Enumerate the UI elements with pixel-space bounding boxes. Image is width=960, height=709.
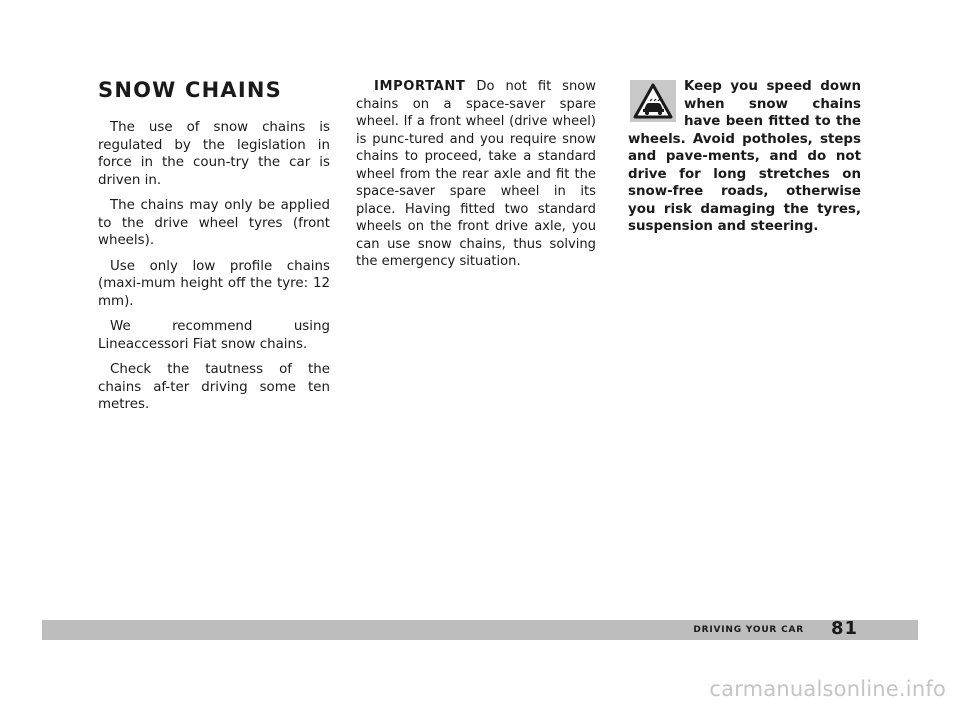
middle-column (356, 78, 596, 271)
important-note (356, 78, 596, 271)
right-column (628, 78, 861, 236)
paragraph-low-profile: Use only low profile chains (maxi-mum height off the tyre: 12 mm). (98, 258, 330, 309)
left-column (98, 78, 330, 422)
footer-section-title: DRIVING YOUR CAR (693, 625, 804, 635)
warning-text: Keep you speed down when snow chains have been fitted to the wheels. Avoid potholes, steps and pave-ments, and do not drive for long stretches on snow-free roads, otherwise you risk damaging the tyres, suspension and steering. (628, 79, 861, 234)
page-number: 81 (830, 618, 858, 639)
paragraph-tautness: Check the tautness of the chains af-ter driving some ten metres. (98, 362, 330, 412)
warning-car-triangle-icon (630, 80, 676, 122)
important-text: Do not fit snow chains on a space-saver spare wheel. If a front wheel (drive wheel) is punc-tured and you require snow chains to proceed, take a standard wheel from the rear axle and fit the space-saver spare wheel in its place. Having fitted two standard wheels on the front drive axle, you can use snow chains, thus solving the emergency situation. (356, 79, 596, 269)
paragraph-recommend: We recommend using Lineaccessori Fiat snow chains. (98, 319, 330, 352)
watermark: carmanualsonline.info (709, 677, 946, 701)
important-label: IMPORTANT (374, 79, 466, 94)
paragraph-drive-wheels: The chains may only be applied to the drive wheel tyres (front wheels). (98, 198, 330, 248)
paragraph-regulation: The use of snow chains is regulated by the legislation in force in the coun-try the car is driven in. (98, 120, 330, 188)
section-title: SNOW CHAINS (98, 78, 282, 102)
footer-bar (42, 620, 918, 640)
